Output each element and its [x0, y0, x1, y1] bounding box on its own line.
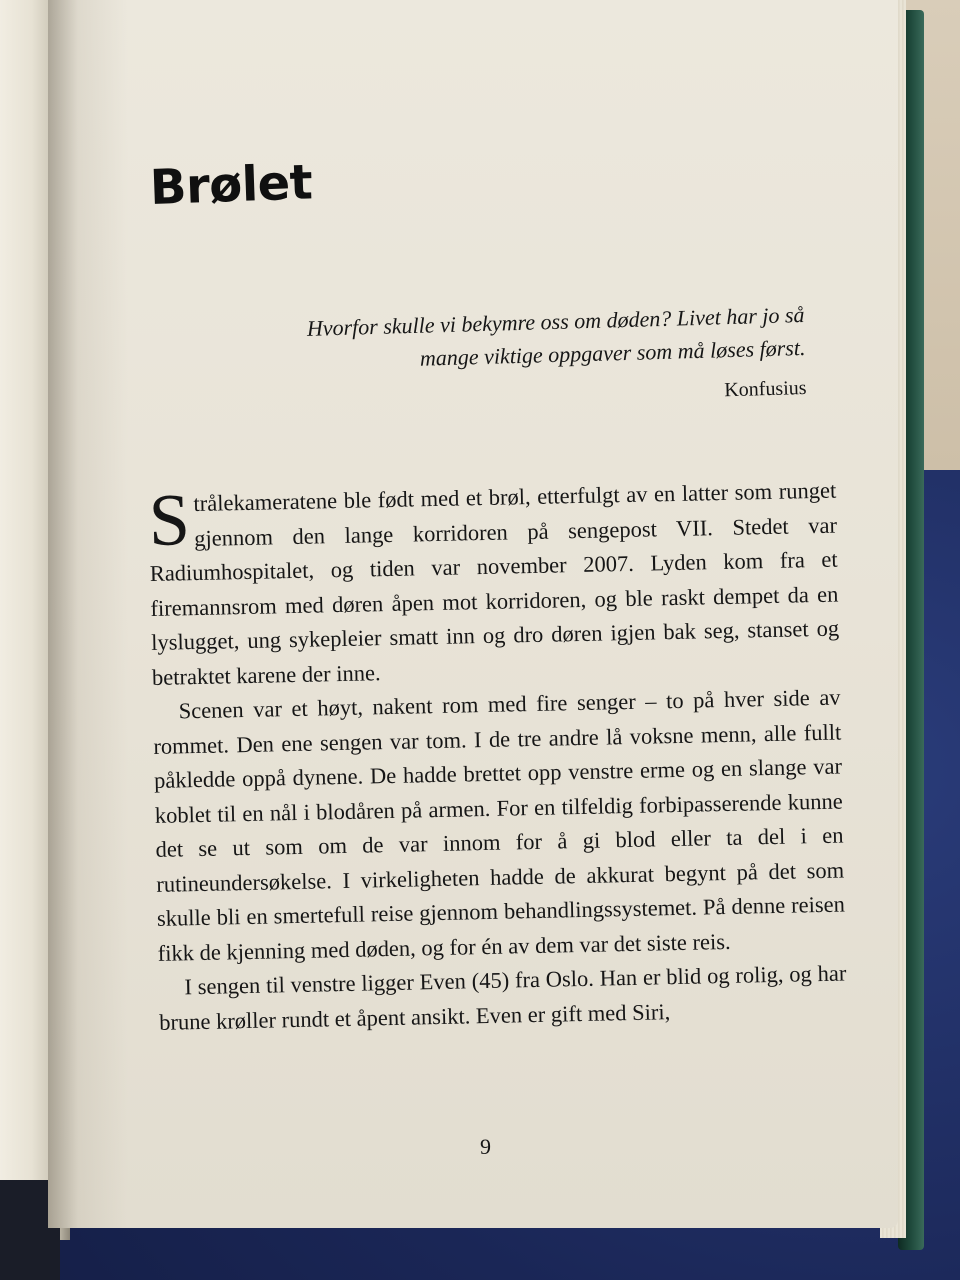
epigraph: [284, 298, 807, 419]
drop-cap: S: [147, 479, 191, 562]
paragraph-1: [148, 474, 840, 695]
body-text: [148, 474, 847, 1040]
chapter-title: Brølet: [149, 154, 314, 216]
book-page: [48, 0, 898, 1228]
epigraph-author: Konfusius: [724, 376, 807, 402]
paragraph-1-text: trålekameratene ble født med et brøl, etterfulgt av en latter som runget gjennom den lange korridoren på sengepost VII. Stedet var Radiumhospitalet, og tiden var november 2007. Lyden kom fra et firemannsrom med døren åpen mot korridoren, og ble raskt dempet da en lyslugget, ung sykepleier smatt inn og dro døren igjen bak seg, stanset og betraktet karene der inne.: [149, 477, 840, 690]
epigraph-quote: Hvorfor skulle vi bekymre oss om døden? Livet har jo så mange viktige oppgaver som må løses først.: [306, 301, 806, 371]
paragraph-2: Scenen var et høyt, nakent rom med fire senger – to på hver side av rommet. Den ene sengen var tom. I de tre andre lå voksne menn, alle fullt påkledde oppå dynene. De hadde brettet opp venstre erme og en slange var koblet til en nål i blodåren på armen. For en tilfeldig forbipasserende kunne det se ut som om de var innom for å gi blod eller ta del i en rutineundersøkelse. I virkeligheten hadde de akkurat begynt på det som skulle bli en smertefull reise gjennom behandlingssystemet. På denne reisen fikk de kjenning med døden, og for én av dem var det siste reis.: [153, 684, 846, 966]
page-number: 9: [480, 1134, 491, 1159]
paragraph-3: I sengen til venstre ligger Even (45) fra Oslo. Han er blid og rolig, og har brune krøller rundt et åpent ansikt. Even er gift med Siri,: [158, 960, 847, 1035]
